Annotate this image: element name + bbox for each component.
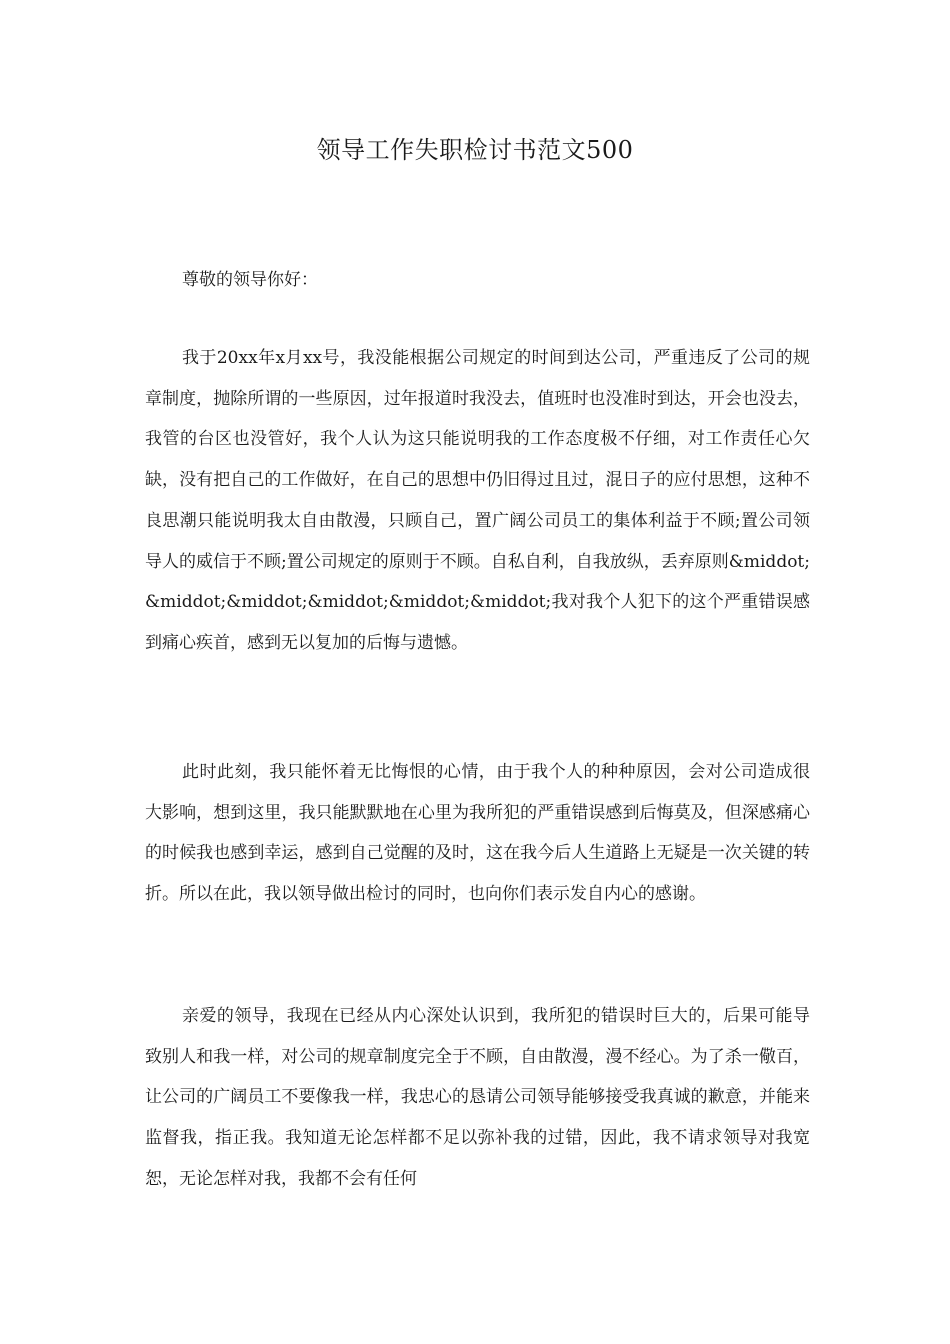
paragraph-1: 我于20xx年x月xx号，我没能根据公司规定的时间到达公司，严重违反了公司的规章制度，抛除所谓的一些原因，过年报道时我没去，值班时也没准时到达，开会也没去，我管的台区也没管好，我个人认为这只能说明我的工作态度极不仔细，对工作责任心欠缺，没有把自己的工作做好，在自己的思想中仍旧得过且过，混日子的应付思想，这种不良思潮只能说明我太自由散漫，只顾自己，置广阔公司员工的集体利益于不顾;置公司领导人的威信于不顾;置公司规定的原则于不顾。自私自利，自我放纵，丢弃原则&middot;&middot;&middot;&middot;&middot;&middot;我对我个人犯下的这个严重错误感到痛心疾首，感到无以复加的后悔与遗憾。 — [145, 348, 810, 653]
paragraph-3: 亲爱的领导，我现在已经从内心深处认识到，我所犯的错误时巨大的，后果可能导致别人和我一样，对公司的规章制度完全于不顾，自由散漫，漫不经心。为了杀一儆百，让公司的广阔员工不要像我一样，我忠心的恳请公司领导能够接受我真诚的歉意，并能来监督我，指正我。我知道无论怎样都不足以弥补我的过错，因此，我不请求领导对我宽恕，无论怎样对我，我都不会有任何 — [145, 1006, 810, 1189]
salutation: 尊敬的领导你好： — [182, 270, 318, 290]
paragraph-2: 此时此刻，我只能怀着无比悔恨的心情，由于我个人的种种原因，会对公司造成很大影响，想到这里，我只能默默地在心里为我所犯的严重错误感到后悔莫及，但深感痛心的时候我也感到幸运，感到自己觉醒的及时，这在我今后人生道路上无疑是一次关键的转折。所以在此，我以领导做出检讨的同时，也向你们表示发自内心的感谢。 — [145, 762, 810, 905]
document-title: 领导工作失职检讨书范文500 — [316, 136, 634, 164]
